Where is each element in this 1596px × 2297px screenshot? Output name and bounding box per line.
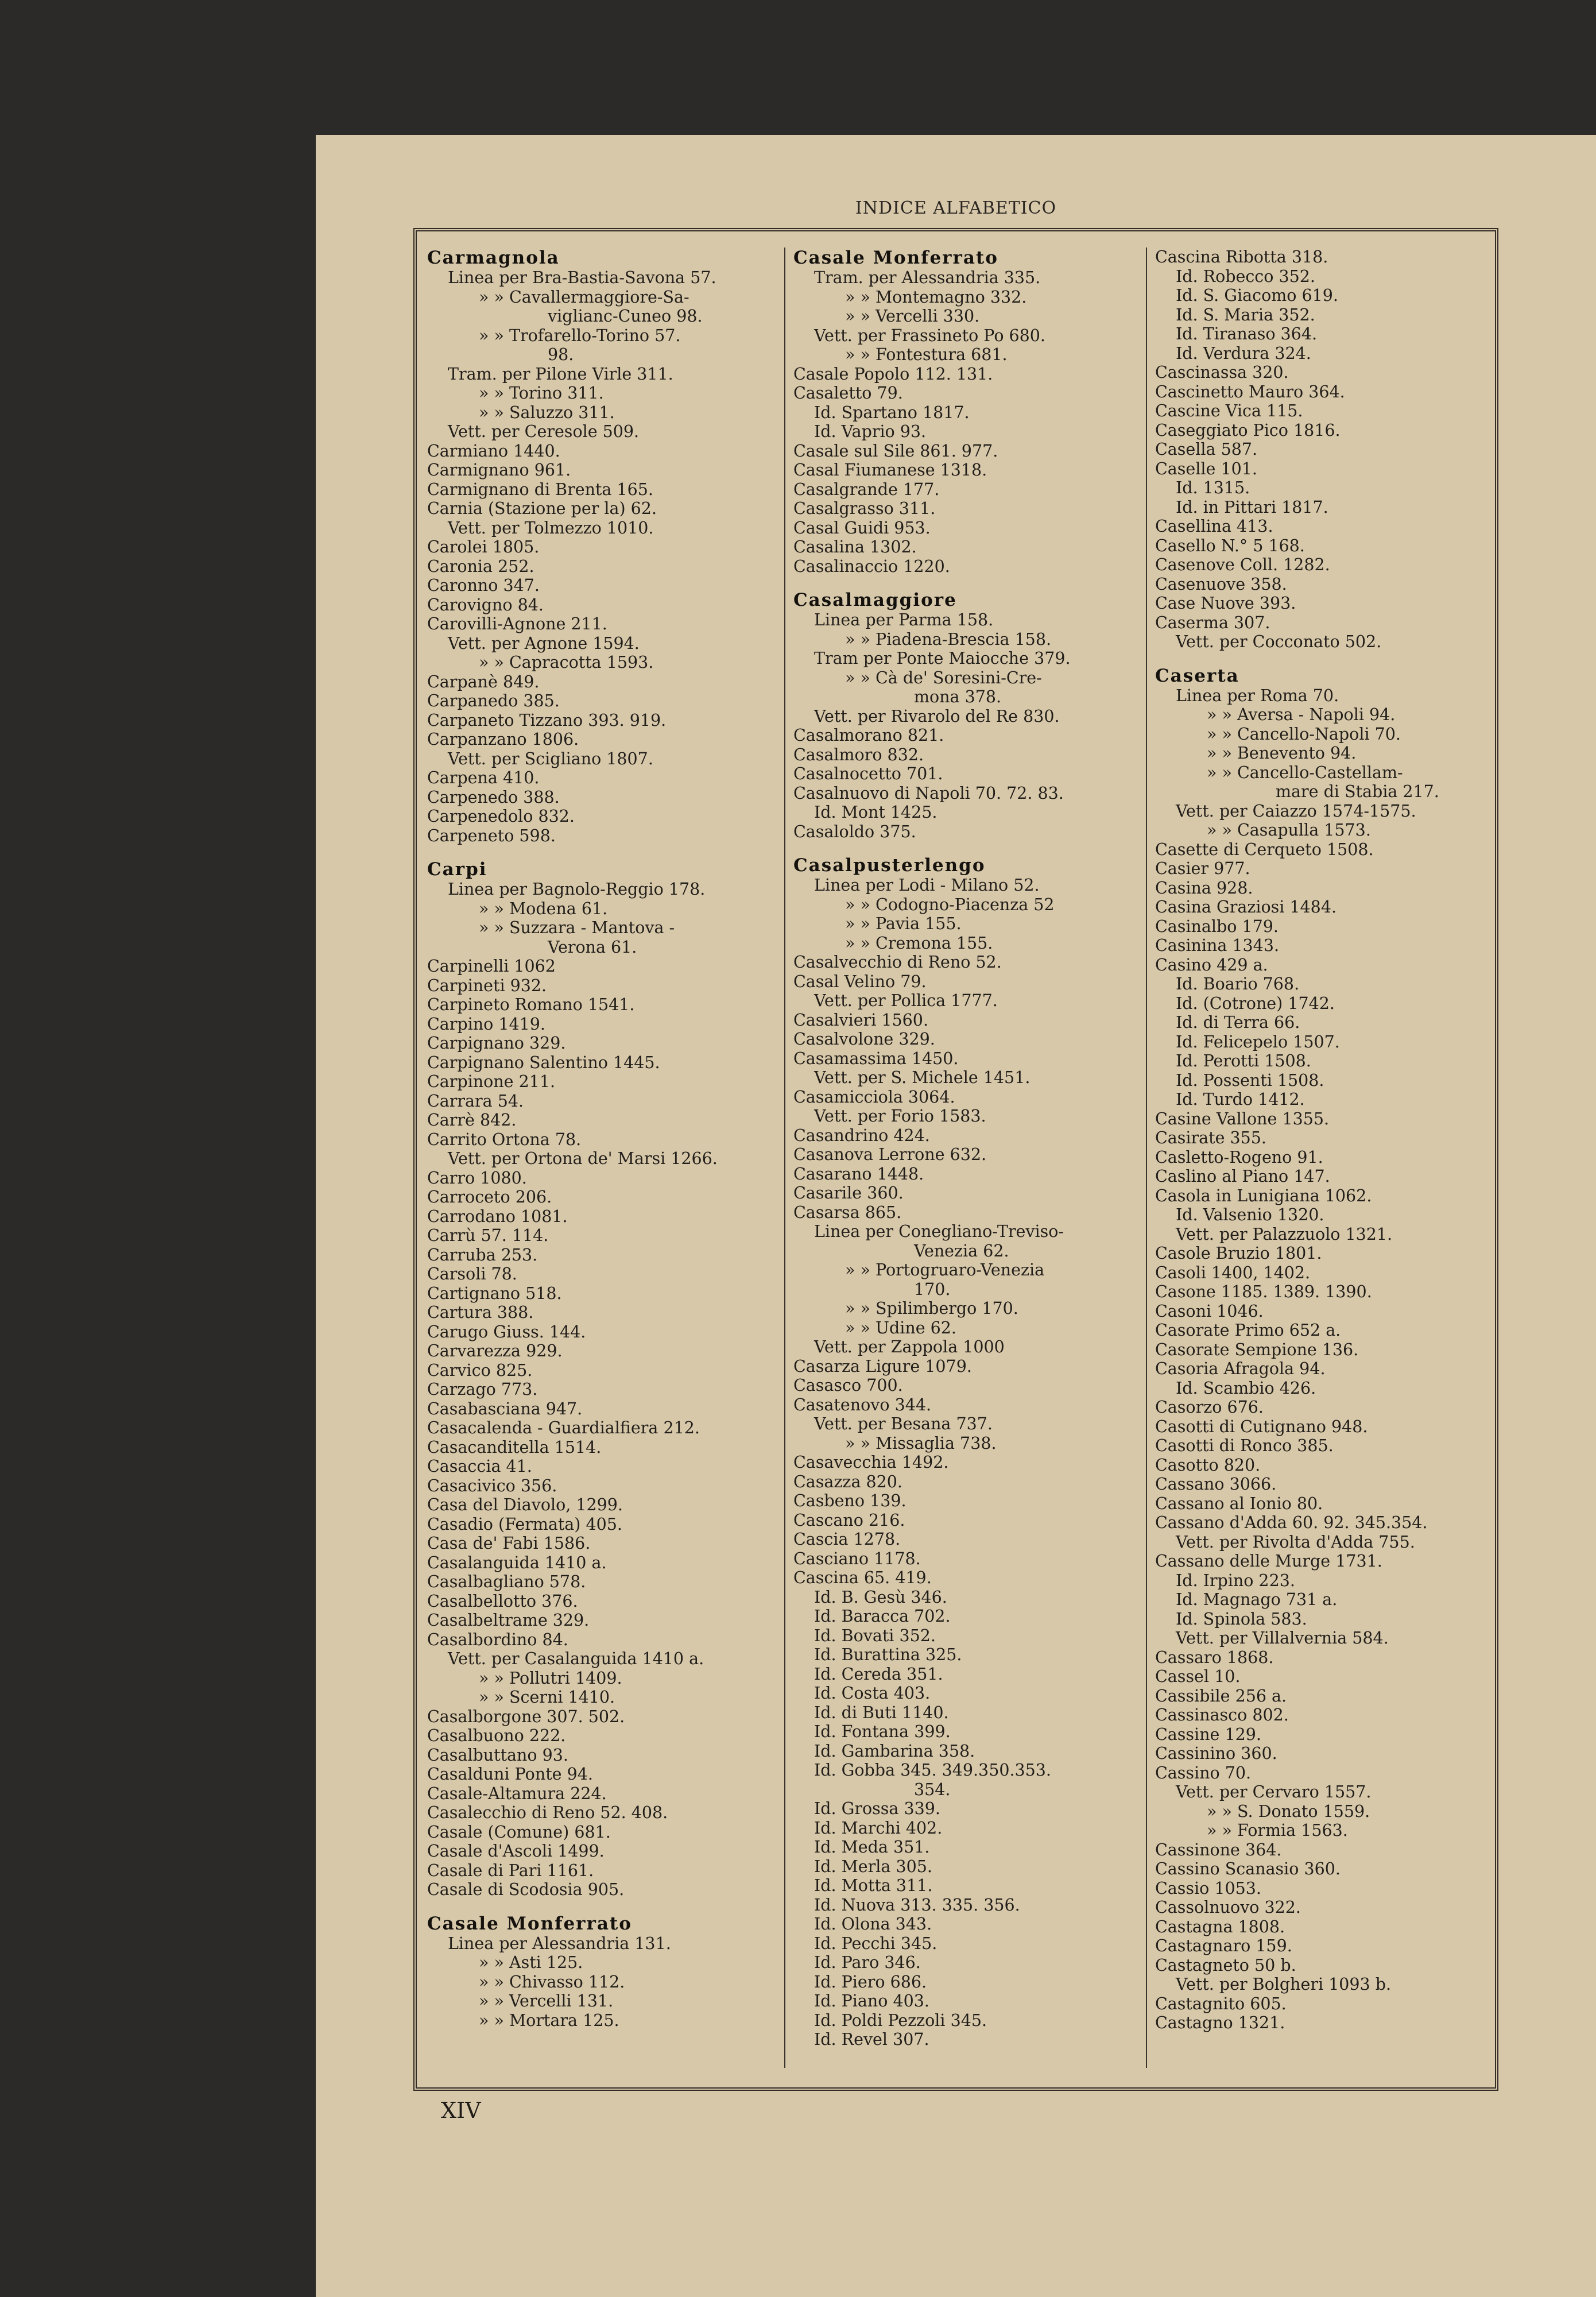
index-line: Carmignano di Brenta 165. [427,479,653,499]
index-line: Casalborgone 307. 502. [427,1707,625,1726]
index-line: Castagneto 50 b. [1155,1955,1296,1975]
index-line: Casalvecchio di Reno 52. [793,953,1002,972]
index-line: Casette di Cerqueto 1508. [1155,840,1374,859]
index-line: Cassolnuovo 322. [1155,1898,1301,1917]
index-line: » » Cremona 155. [845,933,993,953]
index-line: Casier 977. [1155,859,1250,878]
index-line: Id. S. Maria 352. [1176,305,1315,324]
index-line: Casotto 820. [1155,1455,1261,1475]
index-line: » » Fontestura 681. [845,345,1008,364]
index-line: Casarano 1448. [793,1164,924,1184]
index-line: Cassel 10. [1155,1667,1241,1686]
index-line: Carpeneto 598. [427,826,556,845]
index-line: Casale sul Sile 861. 977. [793,441,998,461]
index-line: Carpineto Romano 1541. [427,995,635,1014]
index-line: Casalbordino 84. [427,1630,568,1649]
index-line: Id. Paro 346. [814,1953,921,1972]
index-line: Carvico 825. [427,1360,533,1380]
index-line: Carpenedolo 832. [427,807,575,826]
index-line: Casalvolone 329. [793,1030,935,1049]
index-line: Casarza Ligure 1079. [793,1356,972,1376]
index-line: Casale Monferrato [427,1913,632,1934]
index-line: Id. Fontana 399. [814,1722,951,1741]
index-line: Carrara 54. [427,1091,524,1111]
index-line: » » Scerni 1410. [479,1688,615,1707]
index-line: Casotti di Cutignano 948. [1155,1417,1368,1436]
index-line: Carrito Ortona 78. [427,1130,582,1149]
index-line: » » Torino 311. [479,384,604,403]
index-line: Casalmorano 821. [793,726,944,745]
index-line: Id. Bovati 352. [814,1626,936,1645]
index-line: Cassano d'Adda 60. 92. 345.354. [1155,1513,1428,1532]
index-line: Tram per Ponte Maiocche 379. [814,649,1071,668]
index-line: Cassio 1053. [1155,1878,1261,1898]
index-line: Id. Marchi 402. [814,1818,943,1838]
running-header: INDICE ALFABETICO [855,198,1057,218]
index-line: Carpino 1419. [427,1014,545,1034]
index-line: Caserta [1155,665,1239,686]
index-line: Casazza 820. [793,1472,902,1491]
index-line: Casacivico 356. [427,1476,557,1495]
index-line: Id. Felicepelo 1507. [1176,1032,1340,1051]
index-line: Id. Tiranaso 364. [1176,324,1318,343]
index-line: Linea per Conegliano-Treviso- [814,1222,1064,1241]
index-line: Cascinetto Mauro 364. [1155,382,1345,401]
index-line: Id. in Pittari 1817. [1176,497,1328,517]
index-line: Cascina Ribotta 318. [1155,248,1328,266]
index-line: Id. Possenti 1508. [1176,1070,1324,1090]
index-line: Casaccia 41. [427,1457,532,1476]
index-line: Id. (Cotrone) 1742. [1176,993,1335,1013]
page-number: XIV [441,2098,481,2123]
index-line: Id. Motta 311. [814,1876,933,1895]
index-line: Casotti di Ronco 385. [1155,1436,1334,1455]
index-line: Casalbellotto 376. [427,1591,578,1611]
index-line: Vett. per Cervaro 1557. [1176,1782,1372,1801]
index-line: Id. 1315. [1176,478,1250,497]
index-line: Castagno 1321. [1155,2013,1285,2032]
index-line: Vett. per Rivolta d'Adda 755. [1176,1532,1415,1552]
index-line: Id. Valsenio 1320. [1176,1205,1324,1224]
index-line: » » Mortara 125. [479,2010,619,2030]
index-line: Id. B. Gesù 346. [814,1587,947,1607]
index-line: Carruba 253. [427,1245,538,1264]
index-line: Cassine 129. [1155,1724,1261,1744]
index-line: Id. Verdura 324. [1176,343,1311,363]
index-line: Casalvieri 1560. [793,1010,928,1030]
index-line: Vett. per Tolmezzo 1010. [448,518,654,537]
index-line: Casalpusterlengo [793,855,986,876]
index-line: Caseggiato Pico 1816. [1155,420,1341,440]
index-line: Id. Piero 686. [814,1972,927,1991]
index-line: Casine Vallone 1355. [1155,1109,1330,1128]
index-line: Carpanzano 1806. [427,730,579,749]
page [316,135,1596,2297]
index-line: mare di Stabia 217. [1276,782,1439,801]
index-line: Id. Magnago 731 a. [1176,1590,1338,1609]
index-line: » » Udine 62. [845,1318,956,1337]
index-line: Vett. per S. Michele 1451. [814,1068,1031,1087]
index-line: Casoli 1400, 1402. [1155,1263,1311,1282]
index-line: Casalinaccio 1220. [793,556,950,576]
index-line: » » Capracotta 1593. [479,653,654,672]
index-line: Casavecchia 1492. [793,1453,949,1472]
index-line: Casletto-Rogeno 91. [1155,1147,1323,1167]
index-line: Casalgrande 177. [793,479,940,499]
index-line: Id. Costa 403. [814,1684,931,1703]
index-line: Casalanguida 1410 a. [427,1553,607,1572]
index-line: Cassino 70. [1155,1763,1252,1782]
index-line: Casalmoro 832. [793,745,924,764]
index-line: Cassinone 364. [1155,1840,1282,1859]
index-line: » » Pollutri 1409. [479,1668,622,1688]
index-line: Casanova Lerrone 632. [793,1145,987,1164]
index-line: » » Saluzzo 311. [479,403,615,422]
index-line: Casamicciola 3064. [793,1087,955,1107]
index-line: Verona 61. [548,937,637,957]
index-line: » » Suzzara - Mantova - [479,918,675,937]
index-line: Carpi [427,859,487,880]
index-line: Caslino al Piano 147. [1155,1167,1330,1186]
index-line: Casale-Altamura 224. [427,1784,607,1803]
index-line: Id. di Terra 66. [1176,1013,1300,1032]
index-line: » » Codogno-Piacenza 52 [845,895,1055,914]
index-line: Id. Boario 768. [1176,975,1300,993]
index-line: Vett. per Cocconato 502. [1176,632,1382,651]
index-frame [413,228,1498,2091]
index-line: Carroceto 206. [427,1188,552,1206]
index-line: Carmagnola [427,248,560,268]
index-line: Casal Fiumanese 1318. [793,461,987,479]
index-line: Id. Gobba 345. 349.350.353. [814,1761,1051,1780]
index-line: Casino 429 a. [1155,955,1268,975]
index-line: Vett. per Zappola 1000 [814,1337,1005,1356]
index-line: » » Chivasso 112. [479,1972,625,1991]
index-line: Id. di Buti 1140. [814,1703,949,1722]
index-line: Venezia 62. [914,1241,1009,1260]
index-line: » » Vercelli 131. [479,1991,614,2010]
index-line: Casorzo 676. [1155,1398,1264,1417]
index-line: Casellina 413. [1155,517,1273,536]
index-line: Id. Poldi Pezzoli 345. [814,2010,987,2030]
index-line: Id. Grossa 339. [814,1799,940,1818]
index-line: Casalina 1302. [793,537,917,556]
index-line: » » Spilimbergo 170. [845,1299,1018,1318]
index-line: Carrodano 1081. [427,1206,568,1226]
index-line: » » Montemagno 332. [845,287,1027,307]
index-line: Id. Burattina 325. [814,1645,962,1664]
index-line: Cascia 1278. [793,1530,901,1549]
index-line: Id. Irpino 223. [1176,1571,1295,1590]
index-line: Casasco 700. [793,1376,903,1395]
index-line: Casalbagliano 578. [427,1572,586,1591]
index-line: Casalgrasso 311. [793,499,936,518]
index-line: » » Asti 125. [479,1953,583,1972]
index-line: Id. Turdo 1412. [1176,1090,1305,1109]
index-line: » » Modena 61. [479,899,608,918]
index-line: Id. Scambio 426. [1176,1378,1316,1398]
index-line: Casorate Sempione 136. [1155,1340,1359,1359]
index-line: Casello N.° 5 168. [1155,536,1305,555]
index-line: Carpaneto Tizzano 393. 919. [427,710,667,730]
index-line: Casale Popolo 112. 131. [793,364,993,384]
index-line: Carpineti 932. [427,976,547,995]
index-line: » » Cancello-Napoli 70. [1207,724,1401,744]
index-line: Id. Baracca 702. [814,1607,951,1626]
index-line: Casole Bruzio 1801. [1155,1244,1322,1263]
index-line: Cassano delle Murge 1731. [1155,1552,1382,1571]
index-line: Carvarezza 929. [427,1341,563,1360]
index-line: Casalbuono 222. [427,1726,566,1745]
index-line: Carzago 773. [427,1380,538,1399]
index-line: Carrù 57. 114. [427,1226,549,1245]
index-line: Vett. per Pollica 1777. [814,991,998,1010]
index-line: Casacalenda - Guardialfiera 212. [427,1418,700,1437]
index-line: Id. Merla 305. [814,1857,932,1876]
index-line: Castagnito 605. [1155,1994,1287,2013]
index-line: Linea per Roma 70. [1176,686,1339,705]
index-line: Carpenedo 388. [427,787,560,807]
index-line: Casella 587. [1155,440,1258,459]
index-line: Casone 1185. 1389. 1390. [1155,1282,1372,1301]
index-line: » » Cavallermaggiore-Sa- [479,287,689,307]
index-line: Vett. per Casalanguida 1410 a. [448,1649,704,1668]
index-line: Casamassima 1450. [793,1049,959,1068]
index-line: Vett. per Villalvernia 584. [1176,1629,1389,1648]
index-line: Cassino Scanasio 360. [1155,1859,1341,1878]
index-line: Casatenovo 344. [793,1395,932,1414]
index-line: » » Cà de' Soresini-Cre- [845,668,1042,687]
index-line: Casalnocetto 701. [793,764,943,783]
index-line: Carpanedo 385. [427,691,560,710]
index-line: Casaletto 79. [793,384,903,403]
index-line: Vett. per Ortona de' Marsi 1266. [448,1149,718,1168]
index-line: Vett. per Agnone 1594. [448,633,640,653]
index-line: Casale (Comune) 681. [427,1822,611,1842]
index-line: Carpena 410. [427,768,540,787]
index-line: Casaloldo 375. [793,822,916,841]
index-line: Carugo Giuss. 144. [427,1322,586,1341]
index-line: Cassibile 256 a. [1155,1686,1287,1706]
index-line: Carpignano Salentino 1445. [427,1053,660,1072]
index-line: Cassano 3066. [1155,1475,1277,1494]
index-line: Carpignano 329. [427,1034,566,1053]
index-line: Id. Piano 403. [814,1991,929,2010]
index-line: Id. Olona 343. [814,1915,932,1933]
index-line: Linea per Lodi - Milano 52. [814,876,1040,895]
index-line: Id. Spartano 1817. [814,403,970,422]
index-line: Id. Mont 1425. [814,803,938,822]
index-line: Casalbuttano 93. [427,1745,568,1765]
index-line: Id. Revel 307. [814,2030,929,2049]
index-line: » » Trofarello-Torino 57. [479,326,681,345]
index-line: Cascano 216. [793,1510,905,1530]
index-line: Linea per Bagnolo-Reggio 178. [448,880,706,899]
index-line: Casalbeltrame 329. [427,1611,590,1630]
index-line: Carsoli 78. [427,1264,517,1283]
index-line: Casarsa 865. [793,1202,902,1222]
index-line: Vett. per Bolgheri 1093 b. [1176,1975,1392,1994]
index-line: Casale Monferrato [793,248,998,268]
index-line: Cassinino 360. [1155,1744,1277,1763]
index-line: Castagna 1808. [1155,1917,1285,1936]
index-line: Casale di Pari 1161. [427,1861,594,1880]
index-line: Casacanditella 1514. [427,1437,602,1457]
index-line: Casciano 1178. [793,1549,921,1568]
index-line: Case Nuove 393. [1155,594,1296,613]
index-line: Casina Graziosi 1484. [1155,898,1337,917]
index-line: Vett. per Frassineto Po 680. [814,326,1045,345]
index-line: Linea per Alessandria 131. [448,1933,671,1953]
index-line: » » Casapulla 1573. [1207,821,1371,840]
index-line: Id. Vaprio 93. [814,422,927,441]
index-line: Cascinassa 320. [1155,363,1289,382]
index-line: » » Formia 1563. [1207,1821,1348,1840]
index-line: Carovigno 84. [427,595,544,614]
index-line: Id. Robecco 352. [1176,266,1315,286]
index-line: Vett. per Ceresole 509. [448,422,640,441]
index-line: Carmignano 961. [427,461,571,479]
index-line: Cascine Vica 115. [1155,401,1303,420]
column-3 [1146,248,1488,2068]
index-line: » » Aversa - Napoli 94. [1207,705,1396,724]
index-line: Id. S. Giacomo 619. [1176,286,1338,305]
index-line: Casalmaggiore [793,590,957,610]
index-line: Vett. per Forio 1583. [814,1107,986,1126]
index-line: 354. [914,1780,951,1799]
index-line: Linea per Bra-Bastia-Savona 57. [448,268,716,287]
index-line: Casenove Coll. 1282. [1155,555,1330,574]
index-line: Id. Cereda 351. [814,1664,943,1684]
index-line: Vett. per Palazzuolo 1321. [1176,1224,1393,1244]
index-line: » » Portogruaro-Venezia [845,1260,1045,1279]
index-line: Casale d'Ascoli 1499. [427,1842,605,1861]
index-line: Casbeno 139. [793,1491,907,1510]
index-line: Casa del Diavolo, 1299. [427,1495,623,1514]
index-line: Casina 928. [1155,878,1253,898]
index-line: » » S. Donato 1559. [1207,1801,1370,1821]
index-line: Casola in Lunigiana 1062. [1155,1186,1372,1205]
index-line: Casal Guidi 953. [793,518,931,537]
index-line: Carovilli-Agnone 211. [427,614,607,633]
index-line: Cassano al Ionio 80. [1155,1494,1323,1513]
index-line: Cartura 388. [427,1303,534,1322]
index-line: » » Vercelli 330. [845,307,980,326]
index-line: Cassinasco 802. [1155,1706,1289,1724]
index-line: Casa de' Fabi 1586. [427,1534,591,1553]
index-line: Linea per Parma 158. [814,610,994,629]
index-line: Casoni 1046. [1155,1301,1264,1321]
index-line: Carolei 1805. [427,537,540,556]
index-line: Casadio (Fermata) 405. [427,1514,622,1534]
index-line: 170. [914,1279,951,1299]
index-line: Carpinelli 1062 [427,957,556,976]
index-line: Id. Perotti 1508. [1176,1051,1311,1070]
index-line: » » Missaglia 738. [845,1433,997,1453]
index-line: Cassaro 1868. [1155,1648,1274,1667]
index-line: Id. Spinola 583. [1176,1609,1307,1629]
index-line: Castagnaro 159. [1155,1936,1292,1955]
index-line: Casabasciana 947. [427,1399,583,1418]
index-line: mona 378. [914,687,1002,706]
index-line: Casinalbo 179. [1155,917,1279,936]
index-line: Tram. per Pilone Virle 311. [448,364,673,384]
index-line: Caronno 347. [427,576,540,595]
column-2 [784,248,1144,2068]
index-line: Id. Pecchi 345. [814,1933,938,1953]
index-line: Casal Velino 79. [793,972,927,991]
index-line: Caselle 101. [1155,459,1257,478]
index-line: » » Piadena-Brescia 158. [845,629,1052,649]
index-line: Carrè 842. [427,1111,517,1130]
index-line: Vett. per Rivarolo del Re 830. [814,706,1060,726]
index-line: Carpinone 211. [427,1072,556,1091]
index-line: Id. Meda 351. [814,1838,930,1857]
index-line: Cartignano 518. [427,1283,562,1303]
index-line: Id. Nuova 313. 335. 356. [814,1895,1020,1915]
index-line: Casinina 1343. [1155,936,1280,955]
index-line: Casalnuovo di Napoli 70. 72. 83. [793,783,1064,803]
index-line: viglianc-Cuneo 98. [548,307,703,326]
index-line: Vett. per Caiazzo 1574-1575. [1176,801,1416,821]
index-line: Carro 1080. [427,1168,527,1188]
index-line: Vett. per Scigliano 1807. [448,749,653,768]
index-line: Carnia (Stazione per la) 62. [427,499,657,518]
index-line: » » Cancello-Castellam- [1207,763,1403,782]
index-line: Caronia 252. [427,556,534,576]
index-line: Casenuove 358. [1155,574,1287,594]
index-line: Casarile 360. [793,1184,904,1202]
index-line: Casoria Afragola 94. [1155,1359,1326,1378]
index-line: Casale di Scodosia 905. [427,1880,625,1899]
index-line: Casirate 355. [1155,1128,1266,1147]
index-line: » » Benevento 94. [1207,744,1357,763]
index-line: 98. [548,345,574,364]
column-1 [427,248,777,2068]
index-line: Tram. per Alessandria 335. [814,268,1041,287]
index-line: Vett. per Besana 737. [814,1414,993,1433]
index-line: Carmiano 1440. [427,441,560,461]
index-line: Casalduni Ponte 94. [427,1765,593,1784]
index-line: Casalecchio di Reno 52. 408. [427,1803,668,1822]
index-line: Cascina 65. 419. [793,1568,932,1587]
index-line: Id. Gambarina 358. [814,1741,975,1761]
index-line: Caserma 307. [1155,613,1270,632]
index-line: Casandrino 424. [793,1126,930,1145]
index-line: Carpanè 849. [427,672,540,691]
index-line: Casorate Primo 652 a. [1155,1321,1341,1340]
index-line: » » Pavia 155. [845,914,962,933]
